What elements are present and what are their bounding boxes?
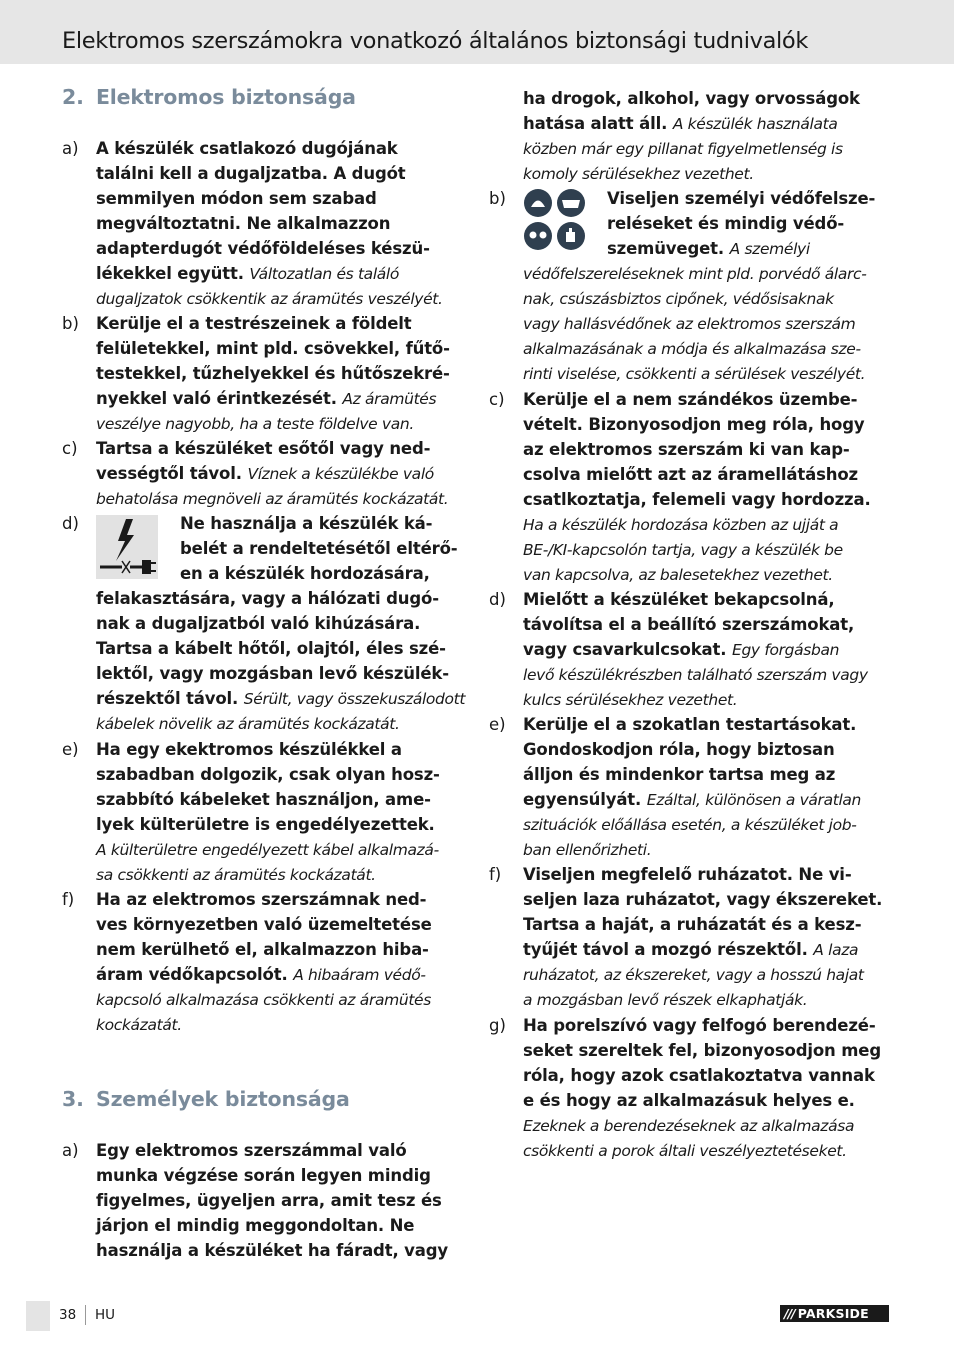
bold-text: álljon és mindenkor tartsa meg az (523, 765, 836, 784)
text-line (96, 436, 466, 461)
italic-text: ruházatot, az ékszereket, vagy a hosszú hajat (523, 966, 864, 984)
text-line (523, 962, 891, 987)
text-line (523, 412, 891, 437)
text-line (96, 962, 466, 987)
item-body (96, 311, 466, 436)
item-letter: f) (489, 865, 502, 884)
bold-text: Gondoskodjon róla, hogy biztosan (523, 740, 835, 759)
item-letter: d) (489, 590, 506, 609)
text-line (523, 86, 891, 111)
text-line (96, 286, 466, 311)
text-line (96, 486, 466, 511)
text-line (523, 236, 891, 261)
text-line (523, 361, 891, 386)
text-line (96, 386, 466, 411)
bold-text: Tartsa a kábelt hőtől, olajtól, éles szé- (96, 639, 446, 658)
text-line (523, 862, 891, 887)
text-line (96, 211, 466, 236)
text-line (523, 1113, 891, 1138)
item-body (523, 712, 891, 862)
text-line (523, 587, 891, 612)
item-body (96, 436, 466, 511)
text-line (523, 612, 891, 637)
bold-text: Tartsa a készüléket esőtől vagy ned- (96, 439, 431, 458)
bold-text: Kerülje el a szokatlan testartásokat. (523, 715, 857, 734)
italic-text: szituációk előállása esetén, a készüléket job- (523, 816, 857, 834)
bold-text: Kerülje el a nem szándékos üzembe- (523, 390, 858, 409)
bold-text: felületekkel, mint pld. csövekkel, fűtő- (96, 339, 450, 358)
italic-text: Sérült, vagy összekuszálodott (243, 690, 466, 708)
bold-text: ves környezetben való üzemeltetése (96, 915, 432, 934)
text-line (523, 787, 891, 812)
bold-text: Ha porelszívó vagy felfogó berendezé- (523, 1016, 876, 1035)
text-line (523, 512, 891, 537)
bold-text: lyek külterületre is engedélyezettek. (96, 815, 435, 834)
italic-text: van kapcsolva, az balesetekhez vezethet. (523, 566, 833, 584)
item-letter: c) (62, 439, 78, 458)
text-line (96, 186, 466, 211)
italic-text: Egy forgásban (732, 641, 840, 659)
italic-text: komoly sérülésekhez vezethet. (523, 165, 754, 183)
footer-page-tab (26, 1301, 50, 1331)
text-line (523, 136, 891, 161)
item-body (96, 887, 466, 1037)
text-line (96, 1163, 466, 1188)
bold-text: tyűjét távol a mozgó részektől. (523, 940, 814, 959)
text-line (96, 987, 466, 1012)
text-line (96, 636, 466, 661)
text-line (96, 161, 466, 186)
item-letter: d) (62, 514, 79, 533)
text-line (523, 637, 891, 662)
text-line (523, 261, 891, 286)
text-line (96, 862, 466, 887)
text-line (523, 161, 891, 186)
text-line (523, 987, 891, 1012)
italic-text: kábelek növelik az áramütés kockázatát. (96, 715, 400, 733)
text-line (96, 787, 466, 812)
bold-text: Egy elektromos szerszámmal való (96, 1141, 407, 1160)
bold-text: Viseljen személyi védőfelsze- (607, 189, 876, 208)
italic-text: levő készülékrészben található szerszám vagy (523, 666, 868, 684)
section-2-title (62, 85, 356, 109)
bold-text: egyensúlyát. (523, 790, 647, 809)
text-line (523, 937, 891, 962)
footer-language: HU (95, 1307, 116, 1323)
bold-text: szabadban dolgozik, csak olyan hosz- (96, 765, 440, 784)
bold-text: vételt. Bizonyosodjon meg róla, hogy (523, 415, 865, 434)
section-2-title-text: Elektromos biztonsága (96, 85, 356, 109)
item-body (523, 862, 891, 1012)
text-line (523, 462, 891, 487)
text-line (523, 387, 891, 412)
item-letter: g) (489, 1016, 506, 1035)
italic-text: Az áramütés (342, 390, 437, 408)
bold-text: vagy csavarkulcsokat. (523, 640, 732, 659)
item-letter: a) (62, 1141, 79, 1160)
text-line (96, 1188, 466, 1213)
italic-text: sa csökkenti az áramütés kockázatát. (96, 866, 376, 884)
italic-text: A személyi (729, 240, 810, 258)
text-line (96, 586, 466, 611)
text-line (96, 261, 466, 286)
italic-text: veszélye nagyobb, ha a teste földelve van. (96, 415, 414, 433)
italic-text: behatolása megnöveli az áramütés kockázatát. (96, 490, 449, 508)
brand-slashes: /// (784, 1306, 795, 1321)
text-line (96, 611, 466, 636)
text-line (96, 136, 466, 161)
item-letter: e) (489, 715, 506, 734)
bold-text: munka végzése során legyen mindig (96, 1166, 431, 1185)
item-body (96, 511, 466, 736)
bold-text: testekkel, tűzhelyekkel és hűtőszekré- (96, 364, 450, 383)
text-line (96, 711, 466, 736)
page-header (0, 0, 954, 64)
text-line (96, 937, 466, 962)
italic-text: Ezeknek a berendezéseknek az alkalmazása (523, 1117, 855, 1135)
text-line (96, 511, 466, 536)
bold-text: A készülék csatlakozó dugójának (96, 139, 398, 158)
bold-text: használja a készüléket ha fáradt, vagy (96, 1241, 449, 1260)
text-line (523, 662, 891, 687)
text-line (523, 1063, 891, 1088)
bold-text: vességtől távol. (96, 464, 248, 483)
text-line (96, 461, 466, 486)
text-line (96, 912, 466, 937)
text-line (96, 411, 466, 436)
text-line (523, 286, 891, 311)
italic-text: rinti viselése, csökkenti a sérülések veszélyét. (523, 365, 866, 383)
text-line (523, 1038, 891, 1063)
bold-text: járjon el mindig meggondoltan. Ne (96, 1216, 415, 1235)
bold-text: seket szereltek fel, bizonyosodjon meg (523, 1041, 881, 1060)
italic-text: védőfelszereléseknek mint pld. porvédő álarc- (523, 265, 867, 283)
italic-text: alkalmazásának a módja és alkalmazása sze- (523, 340, 861, 358)
section-3-number: 3. (62, 1087, 84, 1111)
bold-text: róla, hogy azok csatlakoztatva vannak (523, 1066, 875, 1085)
bold-text: Mielőtt a készüléket bekapcsolná, (523, 590, 835, 609)
bold-text: áram védőkapcsolót. (96, 965, 294, 984)
text-line (96, 1012, 466, 1037)
bold-text: szemüveget. (607, 239, 730, 258)
italic-text: A külterületre engedélyezett kábel alkalmazá- (96, 841, 439, 859)
text-line (523, 537, 891, 562)
item-body (96, 1138, 466, 1263)
bold-text: nak a dugaljzatból való kihúzására. (96, 614, 421, 633)
text-line (96, 812, 466, 837)
item-letter: a) (62, 139, 79, 158)
bold-text: felakasztására, vagy a hálózati dugó- (96, 589, 439, 608)
italic-text: BE-/KI-kapcsolón tartja, vagy a készülék be (523, 541, 843, 559)
italic-text: dugaljzatok csökkentik az áramütés veszélyét. (96, 290, 443, 308)
italic-text: a mozgásban levő részek elkaphatják. (523, 991, 808, 1009)
bold-text: távolítsa el a beállító szerszámokat, (523, 615, 855, 634)
section-3-title-text: Személyek biztonsága (96, 1087, 350, 1111)
italic-text: közben már egy pillanat figyelmetlenség is (523, 140, 843, 158)
bold-text: nyekkel való érintkezését. (96, 389, 343, 408)
item-body (523, 1013, 891, 1163)
bold-text: csatlkoztatja, felemeli vagy hordozza. (523, 490, 871, 509)
italic-text: A hibaáram védő- (293, 966, 426, 984)
brand-name: PARKSIDE (797, 1306, 869, 1321)
text-line (96, 686, 466, 711)
bold-text: semmilyen módon sem szabad (96, 189, 377, 208)
bold-text: Kerülje el a testrészeinek a földelt (96, 314, 412, 333)
text-line (96, 661, 466, 686)
bold-text: megváltoztatni. Ne alkalmazzon (96, 214, 391, 233)
item-letter: f) (62, 890, 75, 909)
item-body (523, 186, 891, 386)
bold-text: adapterdugót védőföldeléses készü- (96, 239, 430, 258)
bold-text: lékekkel együtt. (96, 264, 250, 283)
text-line (523, 186, 891, 211)
footer-page-number: 38 (59, 1307, 77, 1323)
text-line (523, 812, 891, 837)
text-line (523, 562, 891, 587)
text-line (523, 437, 891, 462)
text-line (96, 361, 466, 386)
text-line (523, 1013, 891, 1038)
text-line (96, 336, 466, 361)
bold-text: Ha az elektromos szerszámnak ned- (96, 890, 427, 909)
bold-text: seljen laza ruházatot, vagy ékszereket. (523, 890, 883, 909)
text-line (96, 1138, 466, 1163)
text-line (96, 837, 466, 862)
bold-text: Viseljen megfelelő ruházatot. Ne vi- (523, 865, 852, 884)
brand-logo (780, 1305, 889, 1322)
text-line (96, 1238, 466, 1263)
bold-text: reléseket és mindig védő- (607, 214, 845, 233)
text-line (523, 712, 891, 737)
italic-text: nak, csúszásbiztos cipőnek, védősisaknak (523, 290, 834, 308)
item-letter: b) (489, 189, 506, 208)
bold-text: Tartsa a haját, a ruházatát és a kesz- (523, 915, 862, 934)
italic-text: Víznek a készülékbe való (247, 465, 434, 483)
italic-text: vagy hallásvédőnek az elektromos szerszám (523, 315, 856, 333)
text-line (523, 336, 891, 361)
bold-text: belét a rendeltetésétől eltérő- (180, 539, 458, 558)
text-line (523, 837, 891, 862)
footer-divider (85, 1305, 86, 1325)
text-line (523, 311, 891, 336)
item-body (96, 136, 466, 311)
bold-text: csolva mielőtt azt az áramellátáshoz (523, 465, 858, 484)
bold-text: figyelmes, ügyeljen arra, amit tesz és (96, 1191, 442, 1210)
italic-text: csökkenti a porok általi veszélyeztetéseket. (523, 1142, 847, 1160)
italic-text: kulcs sérülésekhez vezethet. (523, 691, 738, 709)
bold-text: Ne használja a készülék ká- (180, 514, 433, 533)
italic-text: A készülék használata (672, 115, 838, 133)
text-line (96, 536, 466, 561)
text-line (523, 737, 891, 762)
text-line (96, 887, 466, 912)
bold-text: nem kerülhető el, alkalmazzon hiba- (96, 940, 429, 959)
item-body (523, 587, 891, 712)
bold-text: Ha egy ekektromos készülékkel a (96, 740, 402, 759)
text-line (96, 1213, 466, 1238)
italic-text: Ezáltal, különösen a váratlan (646, 791, 862, 809)
bold-text: hatása alatt áll. (523, 114, 673, 133)
section-2-number: 2. (62, 85, 84, 109)
text-line (96, 737, 466, 762)
bold-text: lektől, vagy mozgásban levő készülék- (96, 664, 449, 683)
text-line (96, 762, 466, 787)
bold-text: en a készülék hordozására, (180, 564, 430, 583)
text-line (523, 1088, 891, 1113)
bold-text: az elektromos szerszám ki van kap- (523, 440, 850, 459)
text-line (96, 236, 466, 261)
italic-text: Változatlan és találó (249, 265, 400, 283)
item-letter: c) (489, 390, 505, 409)
italic-text: Ha a készülék hordozása közben az ujját a (523, 516, 839, 534)
text-line (523, 111, 891, 136)
text-line (96, 311, 466, 336)
text-line (523, 211, 891, 236)
bold-text: e és hogy az alkalmazásuk helyes e. (523, 1091, 855, 1110)
italic-text: ban ellenőrizheti. (523, 841, 652, 859)
item-letter: b) (62, 314, 79, 333)
item-body (523, 86, 891, 186)
text-line (523, 887, 891, 912)
italic-text: kapcsoló alkalmazása csökkenti az áramütés (96, 991, 431, 1009)
section-3-title (62, 1087, 350, 1111)
bold-text: részektől távol. (96, 689, 244, 708)
page-title: Elektromos szerszámokra vonatkozó általános biztonsági tudnivalók (62, 28, 809, 54)
item-body (523, 387, 891, 587)
italic-text: kockázatát. (96, 1016, 182, 1034)
text-line (96, 561, 466, 586)
bold-text: ha drogok, alkohol, vagy orvosságok (523, 89, 860, 108)
text-line (523, 687, 891, 712)
text-line (523, 912, 891, 937)
italic-text: A laza (813, 941, 859, 959)
item-body (96, 737, 466, 887)
text-line (523, 762, 891, 787)
item-letter: e) (62, 740, 79, 759)
text-line (523, 487, 891, 512)
bold-text: találni kell a dugaljzatba. A dugót (96, 164, 406, 183)
bold-text: szabbító kábeleket használjon, ame- (96, 790, 431, 809)
text-line (523, 1138, 891, 1163)
